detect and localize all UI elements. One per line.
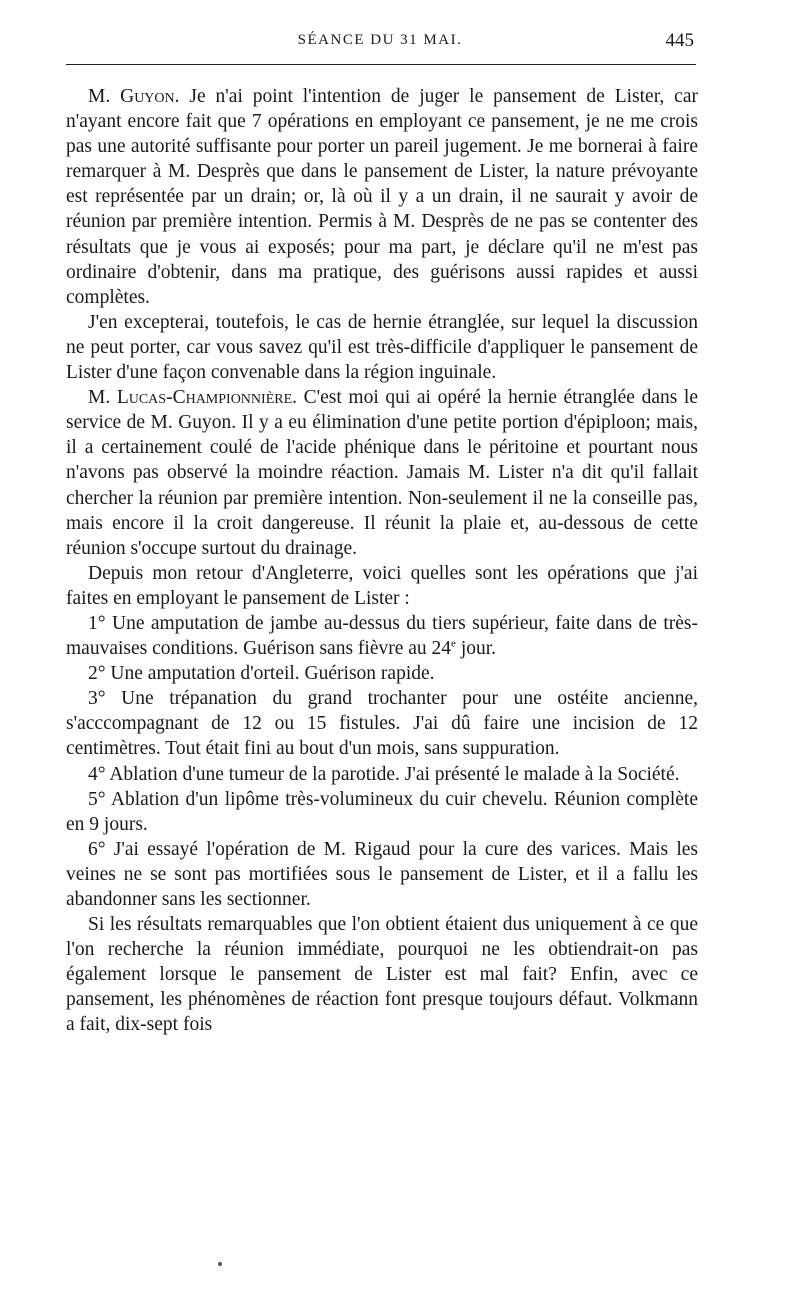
page-header [66, 30, 694, 58]
paragraph-text: 1° Une amputation de jambe au-dessus du tiers supérieur, faite dans de très-mauvaises conditions. Guérison sans fièvre au 24 [66, 612, 698, 660]
paragraph-lucas-championniere [66, 385, 698, 561]
paragraph-text: Si les résultats remarquables que l'on obtient étaient dus uniquement à ce que l'on recherche la réunion immédiate, pourquoi ne les obtiendrait-on pas également lorsque le pansement de Lister est mal fait? Enfin, avec ce pansement, les phénomènes de réaction font presque toujours défaut. Volkmann a fait, dix-sept fois [66, 914, 698, 1036]
header-rule [66, 64, 696, 65]
body-text [66, 84, 698, 1038]
paragraph-text-tail: jour. [455, 638, 497, 660]
paragraph-text: 6° J'ai essayé l'opération de M. Rigaud pour la cure des varices. Mais les veines ne se sont pas mortifiées sous le pansement de Lister, et il a fallu les abandonner sans les sectionner. [66, 838, 698, 910]
running-head: SÉANCE DU 31 MAI. [297, 32, 463, 48]
ordinal-superscript: e [451, 637, 456, 650]
list-item-4 [66, 762, 698, 787]
paragraph-text: 3° Une trépanation du grand trochanter pour une ostéite ancienne, s'acccompagnant de 12 ou 15 fistules. J'ai dû faire une incision de 12 centimètres. Tout était fini au bout d'un mois, sans suppuration. [66, 688, 698, 760]
list-item-6 [66, 837, 698, 912]
list-item-2 [66, 661, 698, 686]
paragraph-text: Je n'ai point l'intention de juger le pansement de Lister, car n'ayant encore fait que 7 opérations en employant ce pansement, je ne me crois pas une autorité suffisante pour porter un pareil jugement. Je me bornerai à faire remarquer à M. Desprès que dans le pansement de Lister, la nature prévoyante est représentée par un drain; or, là où il y a un drain, il ne saurait y avoir de réunion par première intention. Permis à M. Desprès de ne pas se contenter des résultats que je vous ai exposés; pour ma part, je déclare qu'il ne m'est pas ordinaire d'obtenir, dans ma pratique, des guérisons aussi rapides et aussi complètes. [66, 86, 698, 308]
paragraph-text: 5° Ablation d'un lipôme très-volumineux du cuir chevelu. Réunion complète en 9 jours. [66, 788, 698, 835]
paragraph-text: 4° Ablation d'une tumeur de la parotide. J'ai présenté le malade à la Société. [88, 763, 680, 785]
paragraph-text: J'en excepterai, toutefois, le cas de hernie étranglée, sur lequel la discussion ne peut porter, car vous savez qu'il est très-difficile d'appliquer le pansement de Lister d'une façon convenable dans la région inguinale. [66, 311, 698, 384]
page-number: 445 [665, 30, 694, 51]
list-item-1 [66, 611, 698, 661]
speaker-name: M. Guyon. [88, 86, 180, 107]
list-item-3 [66, 686, 698, 761]
speaker-name: M. Lucas-Championnière. [88, 387, 298, 409]
paragraph-text: C'est moi qui ai opéré la hernie étranglée dans le service de M. Guyon. Il y a eu élimination d'une petite portion d'épiploon; mais, il a certainement coulé de l'acide phénique dans le péritoine et pourtant nous n'avons pas observé la moindre réaction. Jamais M. Lister n'a dit qu'il fallait chercher la réunion par première intention. Non-seulement il ne la conseille pas, mais encore il la croit dangereuse. Il réunit la plaie et, au-dessous de cette réunion s'occupe surtout du drainage. [66, 387, 698, 559]
paragraph-text: 2° Une amputation d'orteil. Guérison rapide. [88, 663, 435, 685]
paragraph-hernie [66, 310, 698, 385]
print-speck [218, 1262, 222, 1266]
list-item-5 [66, 787, 698, 837]
paragraph-conclusion [66, 912, 698, 1037]
paragraph-guyon [66, 84, 698, 310]
paragraph-operations-intro [66, 561, 698, 611]
paragraph-text: Depuis mon retour d'Angleterre, voici quelles sont les opérations que j'ai faites en employant le pansement de Lister : [66, 562, 698, 609]
